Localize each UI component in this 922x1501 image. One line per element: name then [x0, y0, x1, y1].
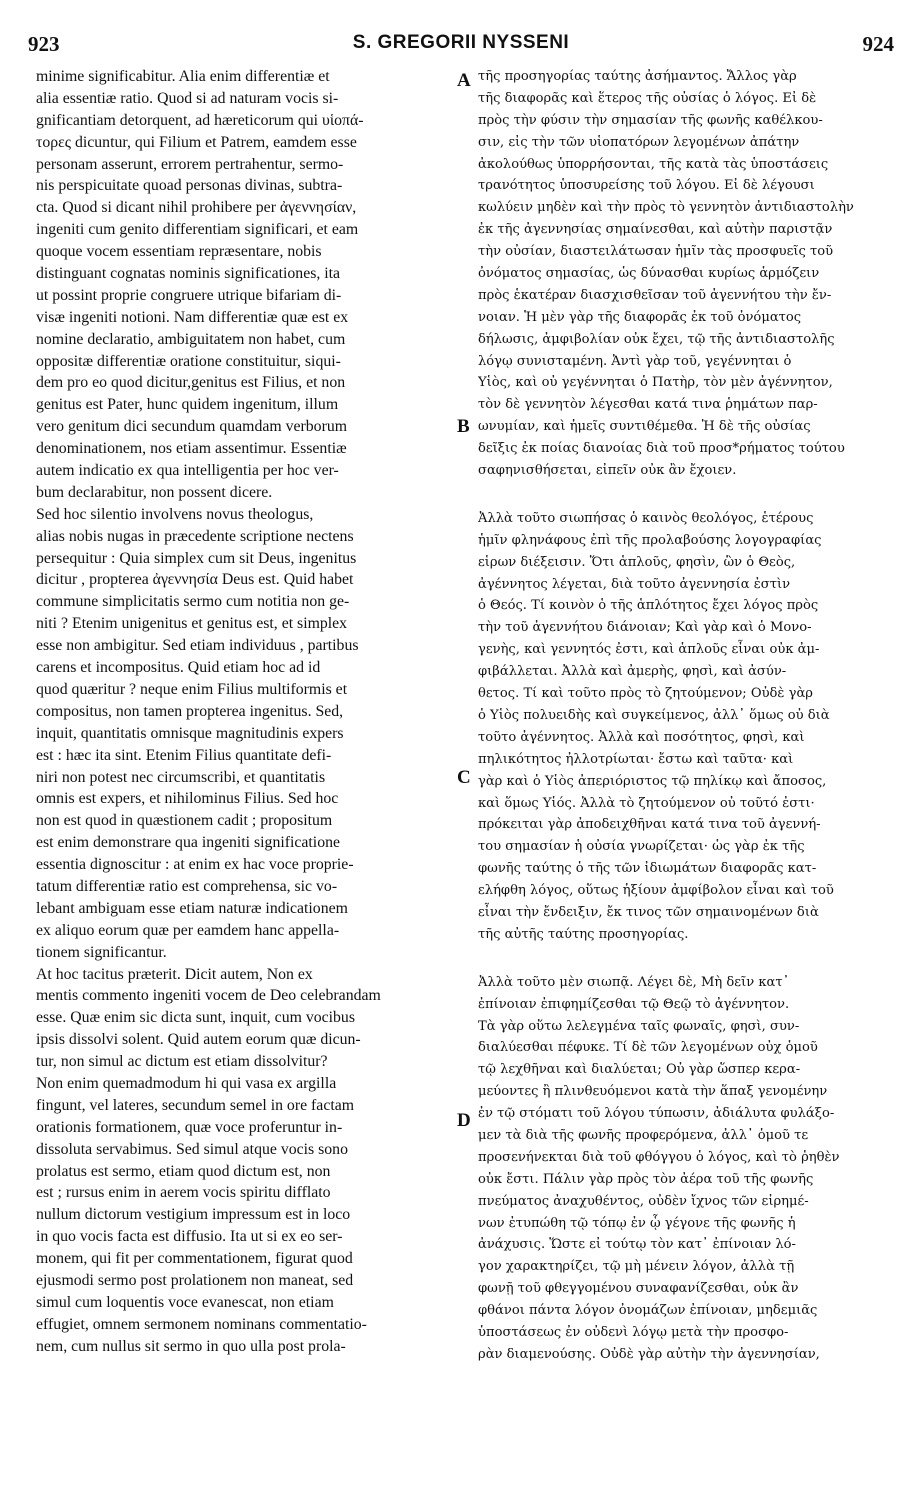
text-line: ipsis dissolvi solent. Quid autem eorum quæ dicun-	[36, 1031, 361, 1049]
text-line: πνεύματος ἀναχυθέντος, οὐδὲν ἴχνος τῶν εἰρημέ-	[478, 1193, 809, 1209]
text-line: niri non potest nec circumscribi, et quantitatis	[36, 768, 326, 786]
text-line: est enim demonstrare qua ingeniti significatione	[36, 834, 341, 852]
text-line: ut possint proprie congruere utrique bifariam di-	[36, 286, 342, 304]
text-line: θετος. Τί καὶ τοῦτο πρὸς τὸ ζητούμενον; Οὐδὲ γὰρ	[478, 686, 813, 702]
text-line: dem pro eo quod dicitur,genitus est Filius, et non	[36, 374, 346, 392]
text-line: τὴν οὐσίαν, διαστειλάτωσαν ἡμῖν τὰς προσφυεῖς τοῦ	[478, 244, 834, 260]
text-line: genitus est Pater, hunc quidem ingenitum, illum	[36, 396, 339, 414]
text-line: nem, cum nullus sit sermo in quo ulla post prola-	[36, 1337, 346, 1355]
page-number-left: 923	[28, 32, 60, 56]
text-line: φθάνοι πάντα λόγον ὀνομάζων ἐπίνοιαν, μηδεμιᾶς	[478, 1303, 818, 1319]
text-line: τὴν τοῦ ἀγεννήτου διάνοιαν; Καὶ γὰρ καὶ ὁ Μονο-	[478, 620, 812, 636]
text-line: distinguant cognatas nominis significationes, ita	[36, 265, 341, 283]
text-line: ἀκολούθως ὑπορρήσονται, τῆς κατὰ τὰς ὑποστάσεις	[478, 156, 829, 172]
text-line: ἡμῖν φληνάφους ἐπὶ τῆς προλαβούσης λογογραφίας	[478, 532, 822, 548]
text-line: τρανότητος ὑποσυρείσης τοῦ λόγου. Εἰ δὲ λέγουσι	[478, 178, 815, 194]
text-line: mentis commento ingeniti vocem de Deo celebrandam	[36, 987, 381, 1005]
margin-marker-c: C	[457, 767, 471, 788]
text-line: persequitur : Quia simplex cum sit Deus, ingenitus	[36, 549, 357, 567]
text-line: alia essentiæ ratio. Quod si ad naturam vocis si-	[36, 89, 339, 107]
greek-column	[478, 66, 890, 1366]
text-line: πρόκειται γὰρ ἀποδειχθῆναι κατά τινα τοῦ ἀγεννή-	[478, 817, 821, 833]
text-line: quoque vocem essentiam repræsentare, nobis	[36, 243, 322, 261]
text-line: ωνυμίαν, καὶ ἡμεῖς συντιθέμεθα. Ἡ δὲ τῆς οὐσίας	[478, 419, 811, 435]
text-line: πρὸς ἑκατέραν διασχισθεῖσαν τοῦ ἀγεννήτου τὴν ἔν-	[478, 287, 832, 303]
text-line: nomine declaratio, ambiguitatem non habet, cum	[36, 330, 346, 348]
text-line: γὰρ καὶ ὁ Υἱὸς ἀπεριόριστος τῷ πηλίκῳ καὶ ἄποσος,	[478, 773, 827, 789]
margin-marker-d: D	[457, 1110, 471, 1131]
text-line: δεῖξις ἐκ ποίας διανοίας διὰ τοῦ προσ*ρήματος τούτου	[478, 441, 845, 457]
margin-marker-a: A	[457, 70, 471, 91]
text-line: tur, non simul ac dictum est etiam dissolvitur?	[36, 1053, 328, 1071]
text-line: in quo vocis facta est diffusio. Ita ut si ex eo ser-	[36, 1228, 343, 1246]
text-line: τὸν δὲ γεννητὸν λέγεσθαι κατά τινα ῥημάτων παρ-	[478, 397, 818, 413]
text-line: ἀνάχυσις. Ὥστε εἰ τούτῳ τὸν κατ᾽ ἐπίνοιαν λό-	[478, 1237, 796, 1253]
text-line: ὁ Θεός. Τί κοινὸν ὁ τῆς ἁπλότητος ἔχει λόγος πρὸς	[478, 598, 819, 614]
text-line: τῆς προσηγορίας ταύτης ἀσήμαντος. Ἄλλος γὰρ	[478, 69, 797, 84]
text-line: ὀνόματος σημασίας, ὡς δύνασθαι κυρίως ἁρμόζειν	[478, 266, 820, 282]
text-line: lebant ambiguam esse etiam naturæ indicationem	[36, 899, 348, 917]
text-line: κωλύειν μηδὲν καὶ τὴν πρὸς τὸ γεννητὸν ἀντιδιαστολὴν	[478, 200, 854, 216]
text-line: cta. Quod si dicant nihil prohibere per ἀγεννησίαν,	[36, 199, 357, 217]
text-line: τορες dicuntur, qui Filium et Patrem, eamdem esse	[36, 133, 357, 151]
text-line: denominationem, nos etiam assentimur. Essentiæ	[36, 440, 347, 458]
text-line: simul cum loquentis voce evanescat, non etiam	[36, 1293, 334, 1311]
text-line: του σημασίαν ἡ οὐσία γνωρίζεται· ὡς γὰρ ἐκ τῆς	[478, 839, 805, 855]
text-line: Ἀλλὰ τοῦτο σιωπήσας ὁ καινὸς θεολόγος, ἑτέρους	[478, 510, 814, 526]
text-line: quod quæritur ? neque enim Filius multiformis et	[36, 680, 348, 698]
text-line: Ἀλλὰ τοῦτο μὲν σιωπᾷ. Λέγει δὲ, Μὴ δεῖν κατ᾽	[478, 974, 790, 990]
text-line: carens et incompositus. Quid etiam hoc ad id	[36, 659, 321, 677]
text-line: personam asserunt, errorem pertrahentur, sermo-	[36, 155, 344, 173]
text-line: τῷ λεχθῆναι καὶ διαλύεται; Οὐ γὰρ ὥσπερ κερα-	[478, 1062, 801, 1078]
page-header	[28, 30, 894, 60]
text-line: prolatus est sermo, etiam quod dictum est, non	[36, 1162, 331, 1180]
text-line: ἐπίνοιαν ἐπιφημίζεσθαι τῷ Θεῷ τὸ ἀγέννητον.	[478, 996, 790, 1012]
text-line: πηλικότητος ἠλλοτρίωται· ἔστω καὶ ταῦτα· καὶ	[478, 751, 794, 767]
text-line: φωνῇ τοῦ φθεγγομένου συναφανίζεσθαι, οὐκ ἂν	[478, 1281, 799, 1297]
text-line: bum declarabitur, non possent dicere.	[36, 483, 273, 501]
text-line: esse non ambigitur. Sed etiam individuus , partibus	[36, 637, 359, 655]
text-line: τοῦτο ἀγέννητος. Ἀλλὰ καὶ ποσότητος, φησὶ, καὶ	[478, 729, 805, 745]
text-line: φωνῆς ταύτης ὁ τῆς τῶν ἰδιωμάτων διαφορᾶς κατ-	[478, 861, 817, 877]
text-line: vero genitum dici secundum quamdam verborum	[36, 418, 348, 436]
text-line: inquit, quantitatis omnisque magnitudinis expers	[36, 724, 344, 742]
text-line: tatum differentiæ ratio est comprehensa, sic vo-	[36, 877, 338, 895]
text-line: gnificantiam detorquent, ad hæreticorum qui υἱοπά-	[36, 111, 364, 129]
text-line: Sed hoc silentio involvens novus theologus,	[36, 505, 314, 523]
text-line: ex aliquo eorum quæ per eamdem hanc appella-	[36, 921, 340, 939]
text-line: niti ? Etenim unigenitus et genitus est, et simplex	[36, 615, 348, 633]
text-line: οὐκ ἔστι. Πάλιν γὰρ πρὸς τὸν ἀέρα τοῦ τῆς φωνῆς	[478, 1171, 814, 1187]
text-line: omnis est expers, et nihilominus Filius. Sed hoc	[36, 790, 339, 808]
text-line: πρὸς τὴν φύσιν τὴν σημασίαν τῆς φωνῆς καθέλκου-	[478, 112, 823, 128]
text-line: esse. Quæ enim sic dicta sunt, inquit, cum vocibus	[36, 1009, 355, 1027]
text-line: τῆς διαφορᾶς καὶ ἕτερος τῆς οὐσίας ὁ λόγος. Εἰ δὲ	[478, 90, 817, 106]
text-line: ρὰν διαμενούσης. Οὐδὲ γὰρ αὐτὴν τὴν ἀγεννησίαν,	[478, 1346, 820, 1362]
paragraph-gap	[478, 946, 890, 972]
latin-column	[36, 66, 450, 1358]
text-line: visæ ingeniti notioni. Nam differentiæ quæ est ex	[36, 308, 349, 326]
text-line: ingeniti cum genito differentiam significari, et eam	[36, 221, 359, 239]
text-line: διαλύεσθαι πέφυκε. Τί δὲ τῶν λεγομένων οὐχ ὁμοῦ	[478, 1040, 818, 1056]
text-line: τῆς αὐτῆς ταύτης προσηγορίας.	[478, 926, 689, 942]
text-line: minime significabitur. Alia enim differentiæ et	[36, 68, 330, 85]
text-line: ὁ Υἱὸς πολυειδὴς καὶ συγκείμενος, ἀλλ᾽ ὅμως οὐ διὰ	[478, 707, 830, 723]
text-line: λόγῳ συνισταμένη. Ἀντὶ γὰρ τοῦ, γεγέννηται ὁ	[478, 353, 792, 369]
text-line: μεύοντες ἢ πλινθευόμενοι κατὰ τὴν ἅπαξ γενομένην	[478, 1084, 828, 1100]
text-line: Υἱὸς, καὶ οὐ γεγέννηται ὁ Πατὴρ, τὸν μὲν ἀγέννητον,	[478, 375, 833, 391]
text-line: essentia dignoscitur : at enim ex hac voce proprie-	[36, 856, 354, 874]
text-line: compositus, non tamen propterea ingenitus. Sed,	[36, 702, 344, 720]
text-line: ἐκ τῆς ἀγεννησίας σημαίνεσθαι, καὶ αὐτὴν παριστᾷν	[478, 222, 833, 238]
text-line: νοιαν. Ἡ μὲν γὰρ τῆς διαφορᾶς ἐκ τοῦ ὀνόματος	[478, 309, 802, 325]
text-line: tionem significantur.	[36, 943, 167, 961]
text-line: dissoluta servabimus. Sed simul atque vocis sono	[36, 1140, 348, 1158]
text-line: monem, qui fit per commentationem, figurat quod	[36, 1250, 353, 1268]
text-line: καὶ ὅμως Υἱός. Ἀλλὰ τὸ ζητούμενον οὐ τοῦτό ἐστι·	[478, 795, 815, 811]
text-line: ἀγέννητος λέγεται, διὰ τοῦτο ἀγεννησία ἐστὶν	[478, 576, 791, 592]
text-line: ἐν τῷ στόματι τοῦ λόγου τύπωσιν, ἀδιάλυτα φυλάξο-	[478, 1106, 835, 1122]
text-line: est ; rursus enim in aerem vocis spiritu difflato	[36, 1184, 331, 1202]
text-line: effugiet, omnem sermonem nominans commentatio-	[36, 1315, 367, 1333]
text-line: orationis formationem, quæ voce proferuntur in-	[36, 1118, 343, 1136]
text-line: est : hæc ita sint. Etenim Filius quantitate defi-	[36, 746, 332, 764]
text-line: εἱρων διέξεισιν. Ὅτι ἁπλοῦς, φησὶν, ὢν ὁ Θεὸς,	[478, 554, 796, 570]
text-line: προσενήνεκται διὰ τοῦ φθόγγου ὁ λόγος, καὶ τὸ ῥηθὲν	[478, 1149, 840, 1165]
margin-marker-b: B	[457, 416, 470, 437]
text-line: oppositæ differentiæ oratione constituitur, siqui-	[36, 352, 341, 370]
text-line: At hoc tacitus præterit. Dicit autem, Non ex	[36, 965, 313, 983]
text-line: νων ἐτυπώθη τῷ τόπῳ ἐν ᾧ γέγονε τῆς φωνῆς ἡ	[478, 1215, 796, 1231]
text-line: Τὰ γὰρ οὕτω λελεγμένα ταῖς φωναῖς, φησὶ, συν-	[478, 1018, 800, 1034]
text-line: commune simplicitatis sermo cum notitia non ge-	[36, 593, 350, 611]
text-line: ελήφθη λόγος, οὕτως ἠξίουν ἀμφίβολον εἶναι καὶ τοῦ	[478, 883, 834, 899]
text-line: ejusmodi sermo post prolationem non maneat, sed	[36, 1271, 354, 1289]
text-line: ὑποστάσεως ἐν οὐδενὶ λόγῳ μετὰ τὴν προσφο-	[478, 1324, 789, 1340]
text-line: autem indicatio ex qua intelligentia per hoc ver-	[36, 462, 339, 480]
text-line: εἶναι τὴν ἔνδειξιν, ἔκ τινος τῶν σημαινομένων διὰ	[478, 904, 819, 920]
paragraph-gap	[478, 482, 890, 508]
text-line: nullum dictorum vestigium impressum est in loco	[36, 1206, 351, 1224]
text-line: γον χαρακτηρίζει, τῷ μὴ μένειν λόγον, ἀλλὰ τῇ	[478, 1259, 795, 1275]
text-line: δήλωσις, ἀμφιβολίαν οὐκ ἔχει, τῷ τῆς ἀντιδιαστολῆς	[478, 331, 835, 347]
text-line: alias nobis nugas in præcedente scriptione nectens	[36, 527, 354, 545]
text-line: σιν, εἰς τὴν τῶν υἱοπατόρων λεγομένων ἀπάτην	[478, 134, 800, 150]
text-line: γενὴς, καὶ γεννητός ἐστι, καὶ ἁπλοῦς εἶναι οὐκ ἀμ-	[478, 642, 820, 658]
text-line: Non enim quemadmodum hi qui vasa ex argilla	[36, 1074, 337, 1092]
text-line: φιβάλλεται. Ἀλλὰ καὶ ἀμερὴς, φησὶ, καὶ ἀσύν-	[478, 664, 787, 680]
running-title: S. GREGORII NYSSENI	[352, 32, 570, 53]
text-line: nis perspicuitate quoad personas divinas, subtra-	[36, 177, 343, 195]
page-number-right: 924	[862, 32, 894, 56]
text-line: μεν τὰ διὰ τῆς φωνῆς προφερόμενα, ἀλλ᾽ ὁμοῦ τε	[478, 1127, 809, 1143]
text-line: dicitur , propterea ἀγεννησία Deus est. Quid habet	[36, 571, 354, 589]
text-line: non est quod in quæstionem cadit ; propositum	[36, 812, 333, 830]
text-line: σαφηνισθήσεται, εἰπεῖν οὐκ ἂν ἔχοιεν.	[478, 463, 737, 479]
text-line: fingunt, vel lateres, secundum semel in ore factam	[36, 1096, 355, 1114]
